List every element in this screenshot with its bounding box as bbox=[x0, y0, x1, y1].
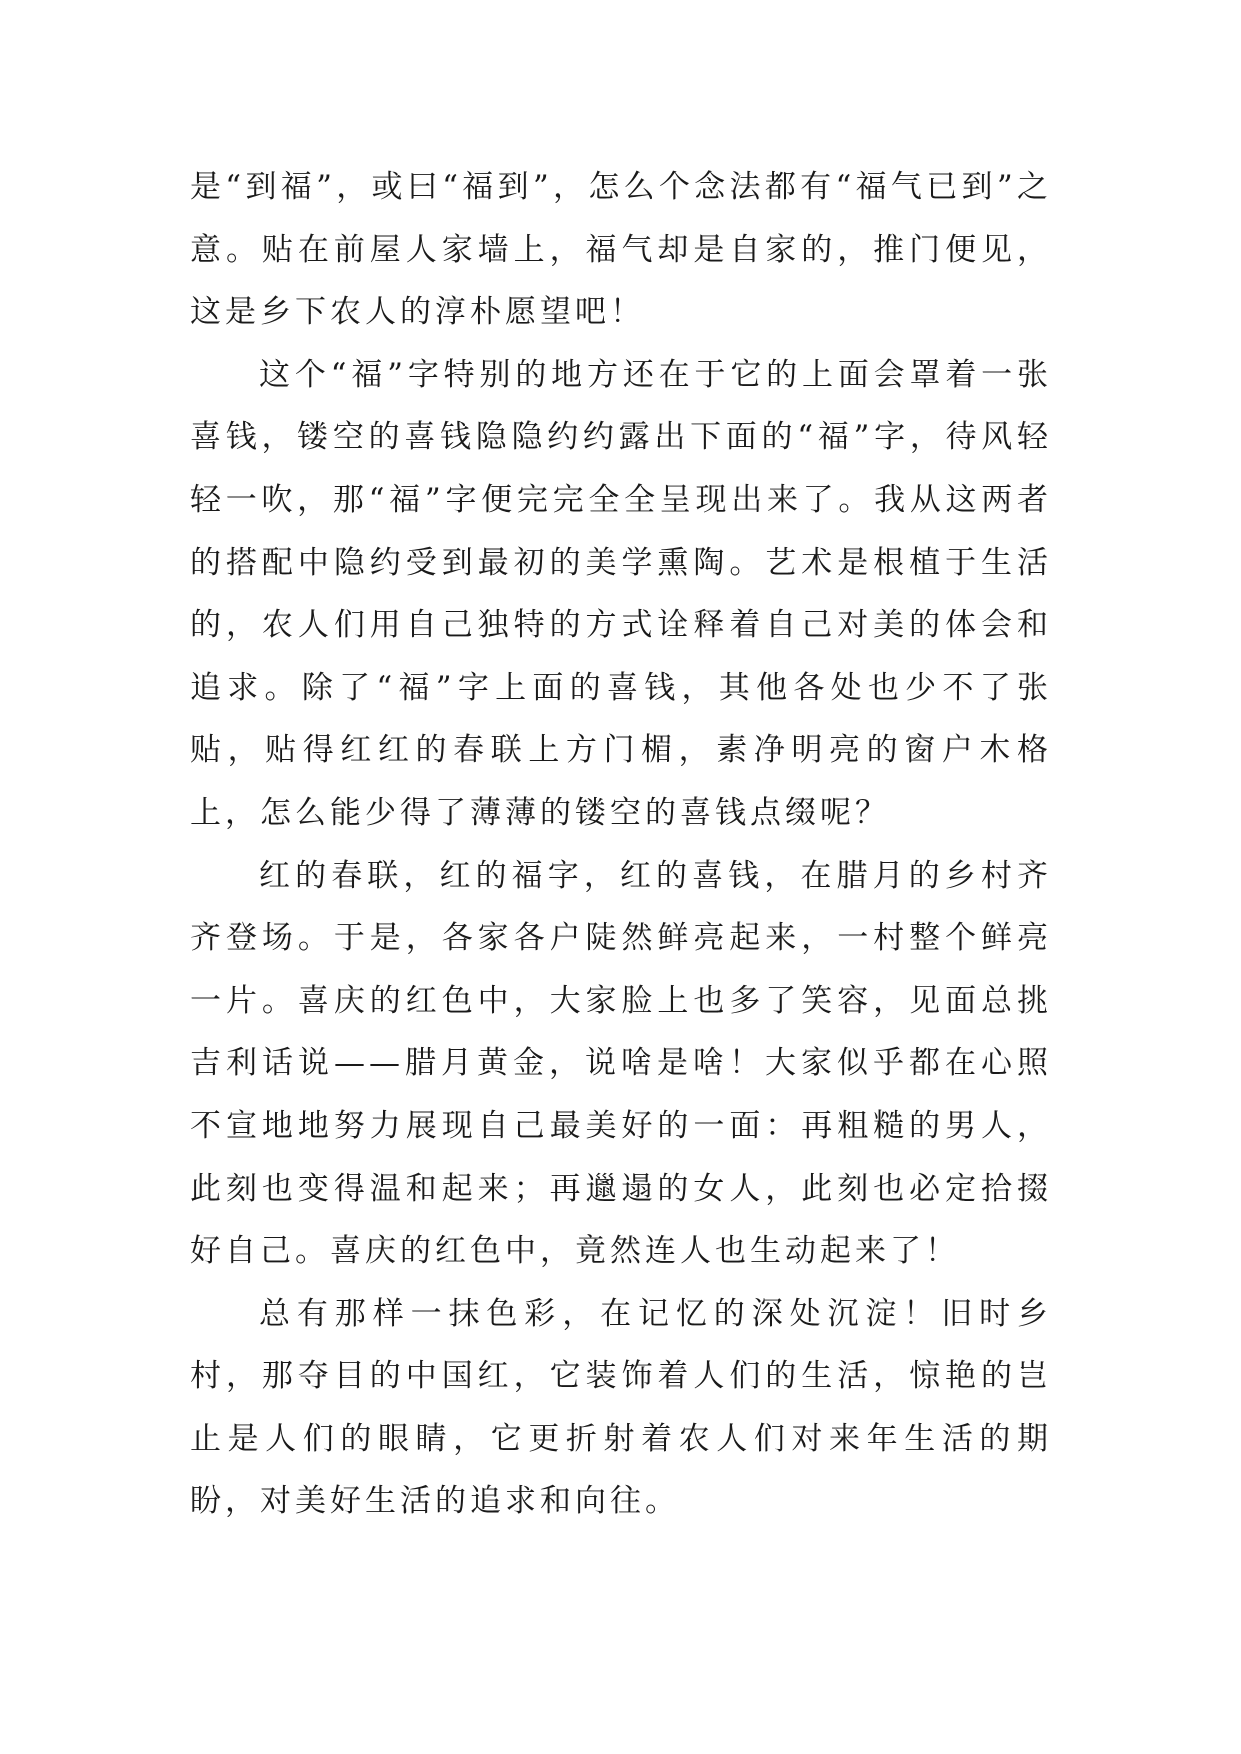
paragraph-2: 这个“福”字特别的地方还在于它的上面会罩着一张喜钱，镂空的喜钱隐隐约约露出下面的“福”字，待风轻轻一吹，那“福”字便完完全全呈现出来了。我从这两者的搭配中隐约受到最初的美学熏陶。艺术是根植于生活的，农人们用自己独特的方式诠释着自己对美的体会和追求。除了“福”字上面的喜钱，其他各处也少不了张贴，贴得红红的春联上方门楣，素净明亮的窗户木格上，怎么能少得了薄薄的镂空的喜钱点缀呢？ bbox=[190, 356, 1052, 831]
body-text bbox=[190, 156, 1052, 1533]
paragraph-1: 是“到福”，或曰“福到”，怎么个念法都有“福气已到”之意。贴在前屋人家墙上，福气却是自家的，推门便见，这是乡下农人的淳朴愿望吧！ bbox=[190, 169, 1052, 331]
paragraph-4: 总有那样一抹色彩，在记忆的深处沉淀！旧时乡村，那夺目的中国红，它装饰着人们的生活，惊艳的岂止是人们的眼睛，它更折射着农人们对来年生活的期盼，对美好生活的追求和向往。 bbox=[190, 1295, 1052, 1520]
paragraph-3: 红的春联，红的福字，红的喜钱，在腊月的乡村齐齐登场。于是，各家各户陡然鲜亮起来，一村整个鲜亮一片。喜庆的红色中，大家脸上也多了笑容，见面总挑吉利话说——腊月黄金，说啥是啥！大家似乎都在心照不宣地地努力展现自己最美好的一面：再粗糙的男人，此刻也变得温和起来；再邋遢的女人，此刻也必定拾掇好自己。喜庆的红色中，竟然连人也生动起来了！ bbox=[190, 857, 1052, 1270]
